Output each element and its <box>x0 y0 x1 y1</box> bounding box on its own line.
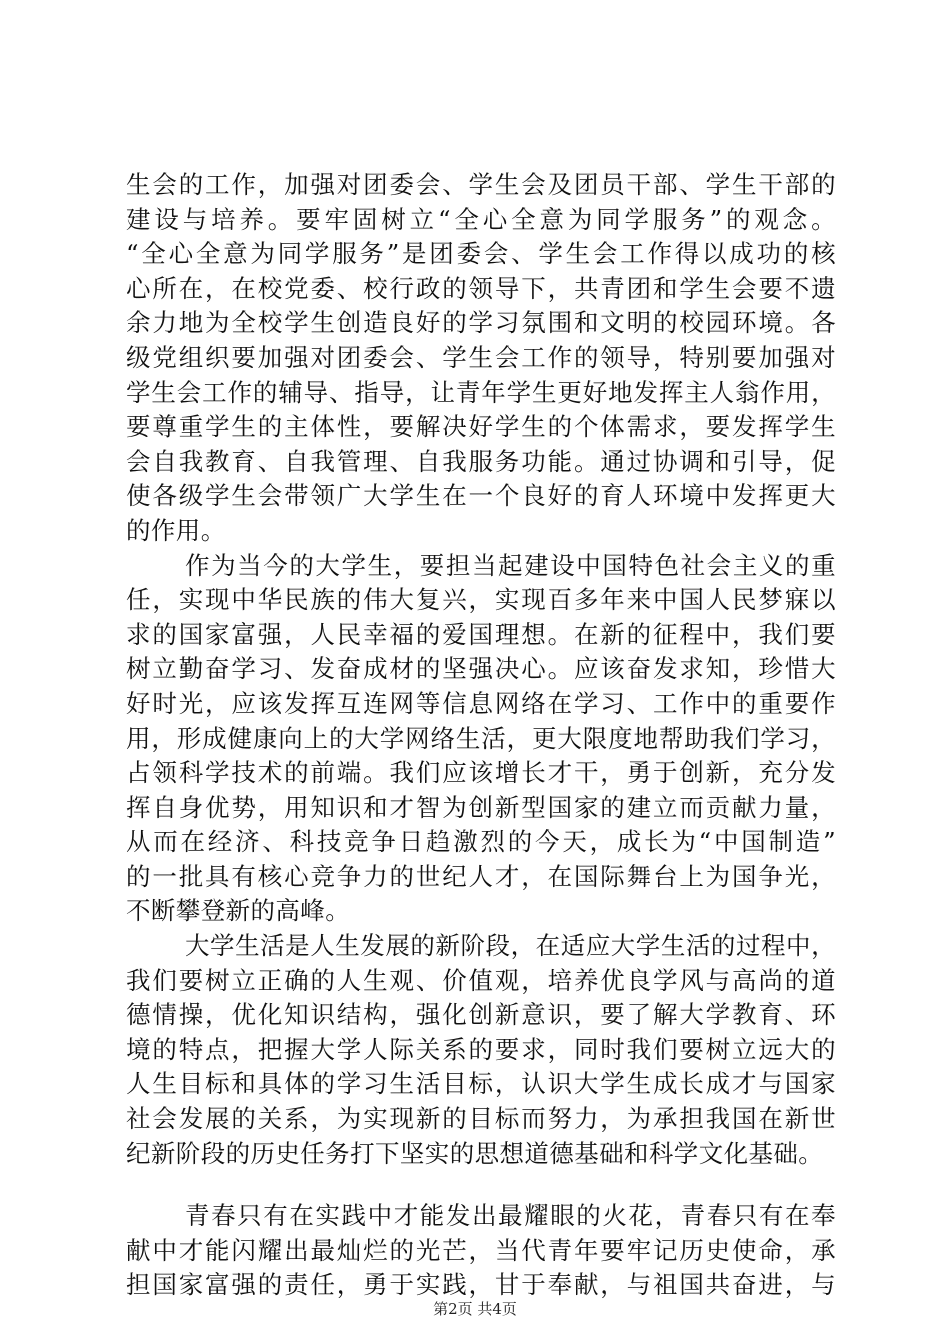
text-line: 生会的工作，加强对团委会、学生会及团员干部、学生干部的 <box>126 170 836 199</box>
page-footer: 第2页 共4页 <box>433 1300 517 1318</box>
text-line: 级党组织要加强对团委会、学生会工作的领导，特别要加强对 <box>126 342 836 372</box>
text-line: 好时光，应该发挥互连网等信息网络在学习、工作中的重要作 <box>126 688 836 718</box>
paragraph <box>126 1199 836 1303</box>
text-line: 建设与培养。要牢固树立“全心全意为同学服务”的观念。 <box>126 204 836 234</box>
text-line: 用，形成健康向上的大学网络生活，更大限度地帮助我们学习， <box>126 723 836 753</box>
text-line: 德情操，优化知识结构，强化创新意识，要了解大学教育、环 <box>126 1000 836 1030</box>
text-line: 树立勤奋学习、发奋成材的坚强决心。应该奋发求知，珍惜大 <box>126 654 836 684</box>
text-line: 作为当今的大学生，要担当起建设中国特色社会主义的重 <box>185 550 836 580</box>
text-line: 人生目标和具体的学习生活目标，认识大学生成长成才与国家 <box>126 1069 836 1099</box>
text-line: 学生会工作的辅导、指导，让青年学生更好地发挥主人翁作用， <box>126 377 836 407</box>
paragraph <box>126 929 836 1171</box>
text-line: 求的国家富强，人民幸福的爱国理想。在新的征程中，我们要 <box>126 619 836 649</box>
text-line: 大学生活是人生发展的新阶段，在适应大学生活的过程中， <box>185 931 836 961</box>
text-line: 的一批具有核心竞争力的世纪人才，在国际舞台上为国争光， <box>126 861 836 891</box>
text-line: 境的特点，把握大学人际关系的要求，同时我们要树立远大的 <box>126 1034 836 1064</box>
text-line: 余力地为全校学生创造良好的学习氛围和文明的校园环境。各 <box>126 308 836 338</box>
text-line: 青春只有在实践中才能发出最耀眼的火花，青春只有在奉 <box>185 1201 836 1231</box>
text-line: 纪新阶段的历史任务打下坚实的思想道德基础和科学文化基础。 <box>126 1138 824 1168</box>
paragraph <box>126 549 836 930</box>
text-line: 从而在经济、科技竞争日趋激烈的今天，成长为“中国制造” <box>126 827 836 857</box>
text-line: 的作用。 <box>126 515 226 545</box>
text-line: 献中才能闪耀出最灿烂的光芒，当代青年要牢记历史使命，承 <box>126 1235 836 1265</box>
text-line: 社会发展的关系，为实现新的目标而努力，为承担我国在新世 <box>126 1104 836 1134</box>
text-line: 使各级学生会带领广大学生在一个良好的育人环境中发挥更大 <box>126 481 836 511</box>
text-line: 占领科学技术的前端。我们应该增长才干，勇于创新，充分发 <box>126 758 836 788</box>
paragraph-gap <box>126 1171 836 1199</box>
text-line: 不断攀登新的高峰。 <box>126 896 351 926</box>
text-line: 挥自身优势，用知识和才智为创新型国家的建立而贡献力量， <box>126 792 836 822</box>
text-line: 要尊重学生的主体性，要解决好学生的个体需求，要发挥学生 <box>126 412 836 442</box>
paragraph <box>126 168 836 549</box>
text-line: 我们要树立正确的人生观、价值观，培养优良学风与高尚的道 <box>126 965 836 995</box>
text-line: 任，实现中华民族的伟大复兴，实现百多年来中国人民梦寐以 <box>126 585 836 615</box>
text-line: “全心全意为同学服务”是团委会、学生会工作得以成功的核 <box>126 239 836 269</box>
document-body <box>126 168 836 1303</box>
text-line: 会自我教育、自我管理、自我服务功能。通过协调和引导，促 <box>126 446 836 476</box>
text-line: 心所在，在校党委、校行政的领导下，共青团和学生会要不遗 <box>126 273 836 303</box>
text-line: 担国家富强的责任，勇于实践，甘于奉献，与祖国共奋进，与 <box>126 1270 836 1300</box>
